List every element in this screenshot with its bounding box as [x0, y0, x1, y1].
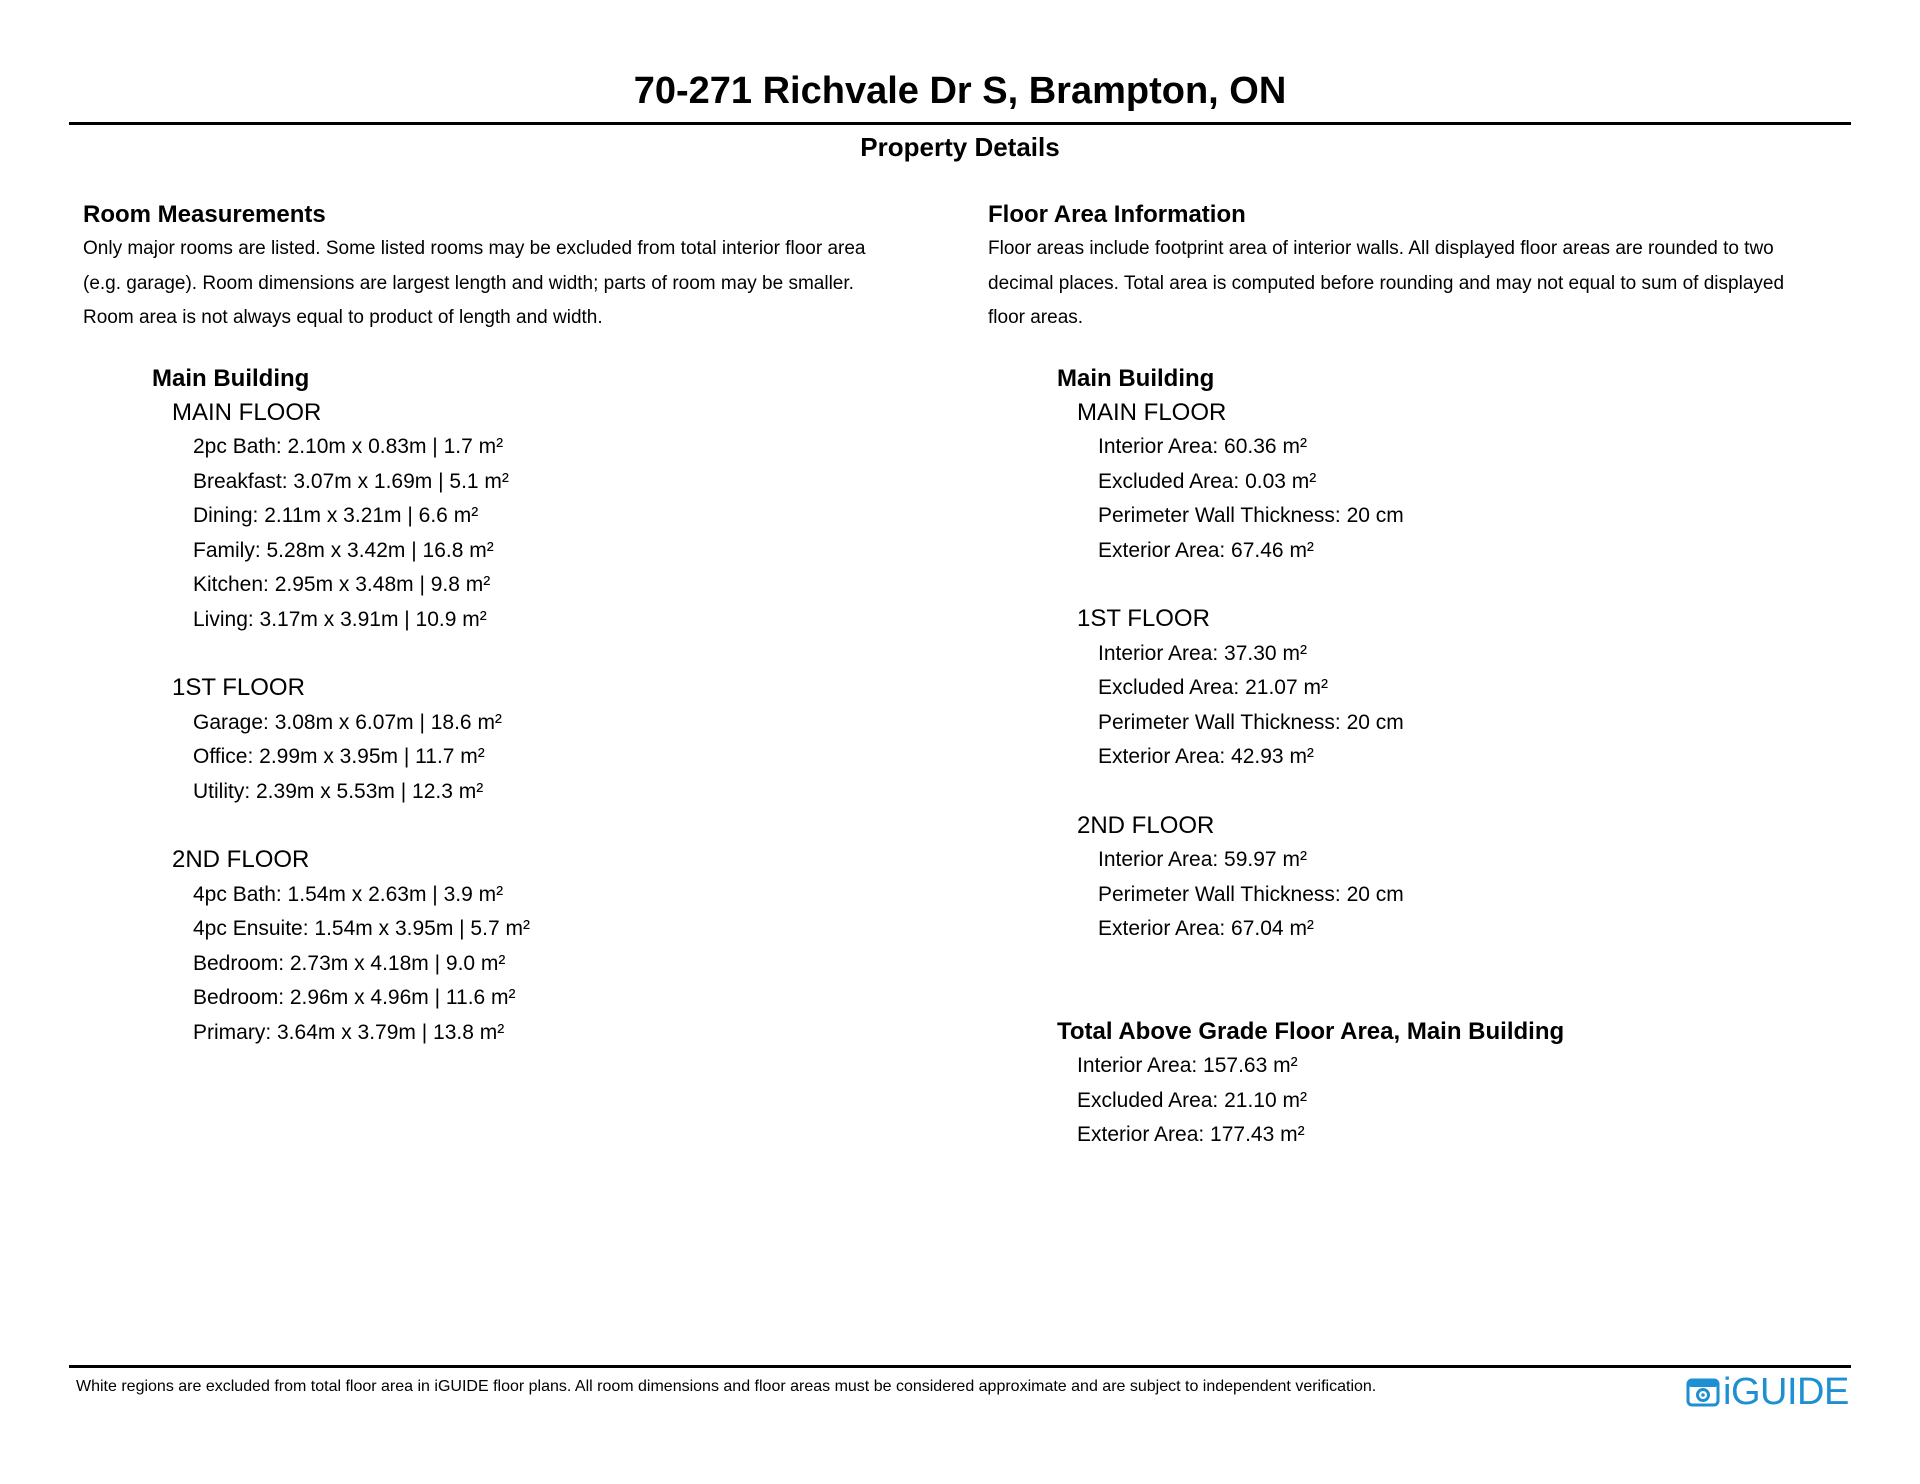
floor-main	[1077, 396, 1868, 569]
room-row: Primary: 3.64m x 3.79m | 13.8 m²	[193, 1020, 505, 1044]
area-row: Interior Area: 59.97 m²	[1098, 848, 1307, 871]
room-row: 4pc Ensuite: 1.54m x 3.95m | 5.7 m²	[193, 917, 530, 940]
description-line: Only major rooms are listed. Some listed rooms may be excluded from total interior floor area	[83, 238, 866, 259]
iguide-logo	[1686, 1372, 1849, 1412]
floor-area-description	[988, 232, 1868, 336]
area-row: Exterior Area: 42.93 m²	[1098, 745, 1314, 768]
area-row: Excluded Area: 0.03 m²	[1098, 469, 1317, 493]
area-row: Perimeter Wall Thickness: 20 cm	[1098, 882, 1404, 906]
floor-title: 1ST FLOOR	[1077, 605, 1210, 632]
floor-1st	[1077, 602, 1868, 775]
room-row: Kitchen: 2.95m x 3.48m | 9.8 m²	[193, 573, 491, 596]
floor-1st	[172, 671, 953, 809]
description-line: decimal places. Total area is computed before rounding and may not equal to sum of displayed	[988, 272, 1785, 294]
floor-title: 1ST FLOOR	[172, 674, 305, 701]
description-line: floor areas.	[988, 307, 1084, 328]
room-row: Dining: 2.11m x 3.21m | 6.6 m²	[193, 504, 479, 527]
area-row: Exterior Area: 67.04 m²	[1098, 917, 1314, 940]
floor-area-section	[988, 198, 1868, 1153]
room-measurements-section	[83, 198, 953, 1050]
total-area-row: Exterior Area: 177.43 m²	[1077, 1123, 1305, 1146]
area-row: Perimeter Wall Thickness: 20 cm	[1098, 710, 1404, 734]
footer-disclaimer: White regions are excluded from total floor area in iGUIDE floor plans. All room dimensions and floor areas must be considered approximate and are subject to independent verification.	[76, 1378, 1377, 1395]
building-heading: Main Building	[152, 364, 310, 392]
total-area-heading: Total Above Grade Floor Area, Main Building	[1057, 1017, 1565, 1045]
room-row: 4pc Bath: 1.54m x 2.63m | 3.9 m²	[193, 882, 504, 906]
floor-title: MAIN FLOOR	[172, 398, 322, 426]
area-row: Perimeter Wall Thickness: 20 cm	[1098, 504, 1404, 527]
room-row: Utility: 2.39m x 5.53m | 12.3 m²	[193, 779, 484, 803]
area-row: Excluded Area: 21.07 m²	[1098, 676, 1328, 699]
area-row: Interior Area: 60.36 m²	[1098, 435, 1307, 458]
floor-2nd	[172, 843, 953, 1050]
total-area-row: Interior Area: 157.63 m²	[1077, 1054, 1298, 1077]
room-measurements-description	[83, 232, 953, 336]
description-line: (e.g. garage). Room dimensions are largest length and width; parts of room may be smaller.	[83, 272, 854, 294]
floor-area-list	[988, 362, 1868, 947]
floor-2nd	[1077, 809, 1868, 947]
room-row: Garage: 3.08m x 6.07m | 18.6 m²	[193, 710, 502, 734]
room-measurements-heading: Room Measurements	[83, 201, 326, 228]
floor-main	[172, 396, 953, 638]
room-row: Bedroom: 2.96m x 4.96m | 11.6 m²	[193, 986, 516, 1009]
description-line: Floor areas include footprint area of interior walls. All displayed floor areas are rounded to two	[988, 238, 1774, 259]
page-subtitle: Property Details	[860, 132, 1060, 162]
footer-divider	[69, 1365, 1851, 1368]
description-line: Room area is not always equal to product of length and width.	[83, 307, 603, 328]
camera-icon	[1686, 1376, 1720, 1408]
room-row: Office: 2.99m x 3.95m | 11.7 m²	[193, 745, 485, 768]
total-area-block	[1057, 1015, 1868, 1153]
page-title: 70-271 Richvale Dr S, Brampton, ON	[633, 70, 1287, 112]
building-heading: Main Building	[1057, 364, 1215, 392]
floor-area-heading: Floor Area Information	[988, 201, 1246, 228]
title-divider	[69, 122, 1851, 125]
floor-title: 2ND FLOOR	[172, 846, 310, 873]
room-row: Family: 5.28m x 3.42m | 16.8 m²	[193, 538, 494, 562]
room-row: Bedroom: 2.73m x 4.18m | 9.0 m²	[193, 951, 506, 975]
room-measurements-list	[83, 362, 953, 1051]
logo-wordmark: iGUIDE	[1723, 1371, 1849, 1413]
floor-title: MAIN FLOOR	[1077, 398, 1227, 426]
floor-title: 2ND FLOOR	[1077, 811, 1215, 839]
area-row: Interior Area: 37.30 m²	[1098, 641, 1307, 665]
area-row: Exterior Area: 67.46 m²	[1098, 538, 1314, 562]
room-row: Breakfast: 3.07m x 1.69m | 5.1 m²	[193, 469, 509, 493]
room-row: 2pc Bath: 2.10m x 0.83m | 1.7 m²	[193, 435, 504, 458]
room-row: Living: 3.17m x 3.91m | 10.9 m²	[193, 607, 487, 631]
total-area-row: Excluded Area: 21.10 m²	[1077, 1088, 1307, 1112]
